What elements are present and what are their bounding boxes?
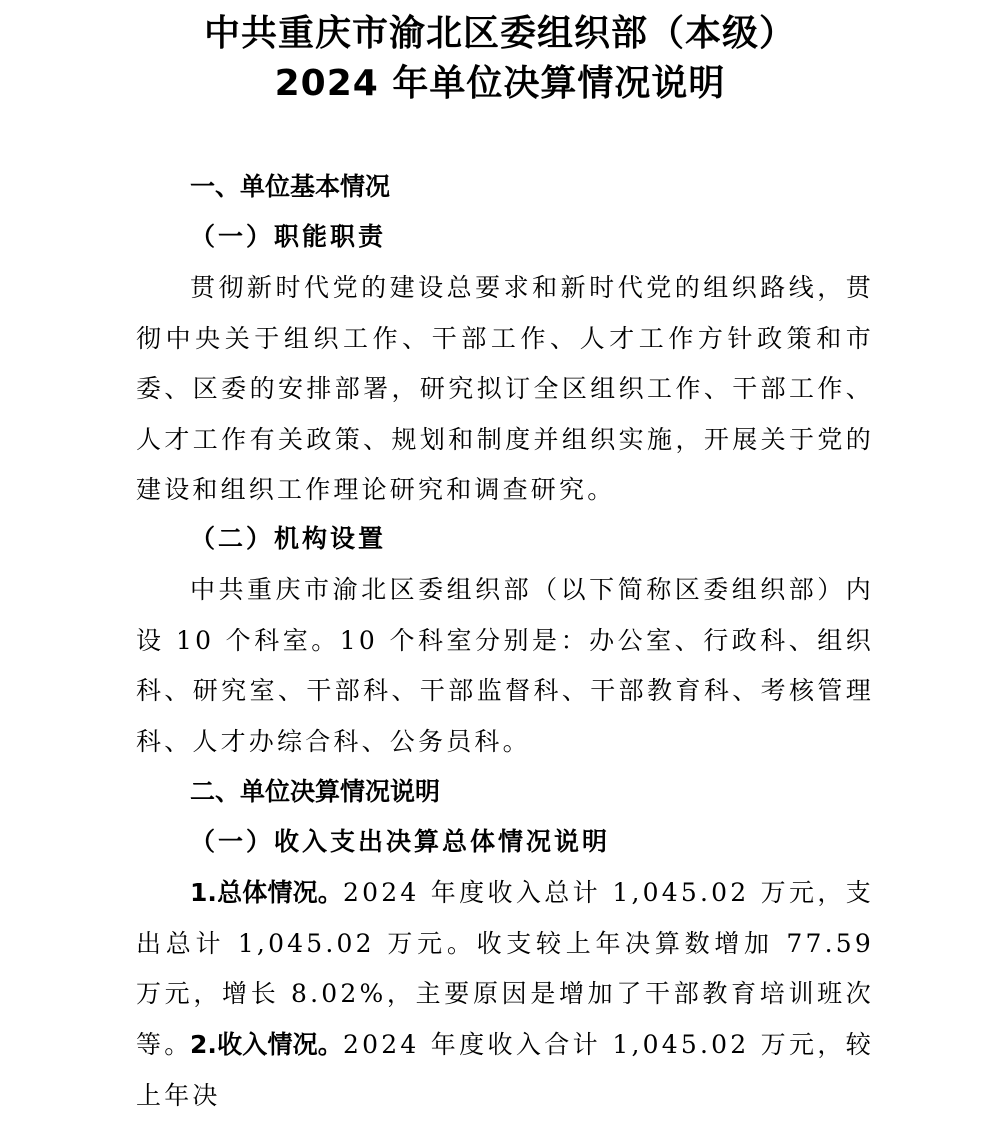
- section-heading-basic-info: 一、单位基本情况: [190, 172, 391, 201]
- subsection-heading-income-expenditure: （一）收入支出决算总体情况说明: [190, 827, 611, 856]
- item-label-overall: 1.总体情况。: [190, 878, 343, 907]
- document-title-line2: 2024 年单位决算情况说明: [274, 63, 726, 104]
- item-label-income: 2.收入情况。: [190, 1030, 343, 1059]
- paragraph-functions: 贯彻新时代党的建设总要求和新时代党的组织路线，贯彻中央关于组织工作、干部工作、人才工作方针政策和市委、区委的安排部署，研究拟订全区组织工作、干部工作、人才工作有关政策、规划和制度并组织实施，开展关于党的建设和组织工作理论研究和调查研究。: [136, 273, 874, 504]
- subsection-heading-functions: （一）职能职责: [190, 222, 387, 251]
- item-text-overall: 2024 年度收入总计 1,045.02 万元，支出总计 1,045.02 万元。收支较上年决算数增加 77.59 万元，增长 8.02%，主要原因是增加了干部教育培训班次等。: [136, 878, 874, 1059]
- section-heading-final-accounts: 二、单位决算情况说明: [190, 777, 441, 806]
- paragraph-income: [136, 1020, 874, 1121]
- subsection-heading-organization: （二）机构设置: [190, 524, 387, 553]
- paragraph-organization: 中共重庆市渝北区委组织部（以下简称区委组织部）内设 10 个科室。10 个科室分别是：办公室、行政科、组织科、研究室、干部科、干部监督科、干部教育科、考核管理科、人才办综合科、公务员科。: [136, 575, 874, 756]
- document-title-line1: 中共重庆市渝北区委组织部（本级）: [203, 13, 796, 54]
- item-text-income: 2024 年度收入合计 1,045.02 万元，较上年决: [136, 1030, 874, 1110]
